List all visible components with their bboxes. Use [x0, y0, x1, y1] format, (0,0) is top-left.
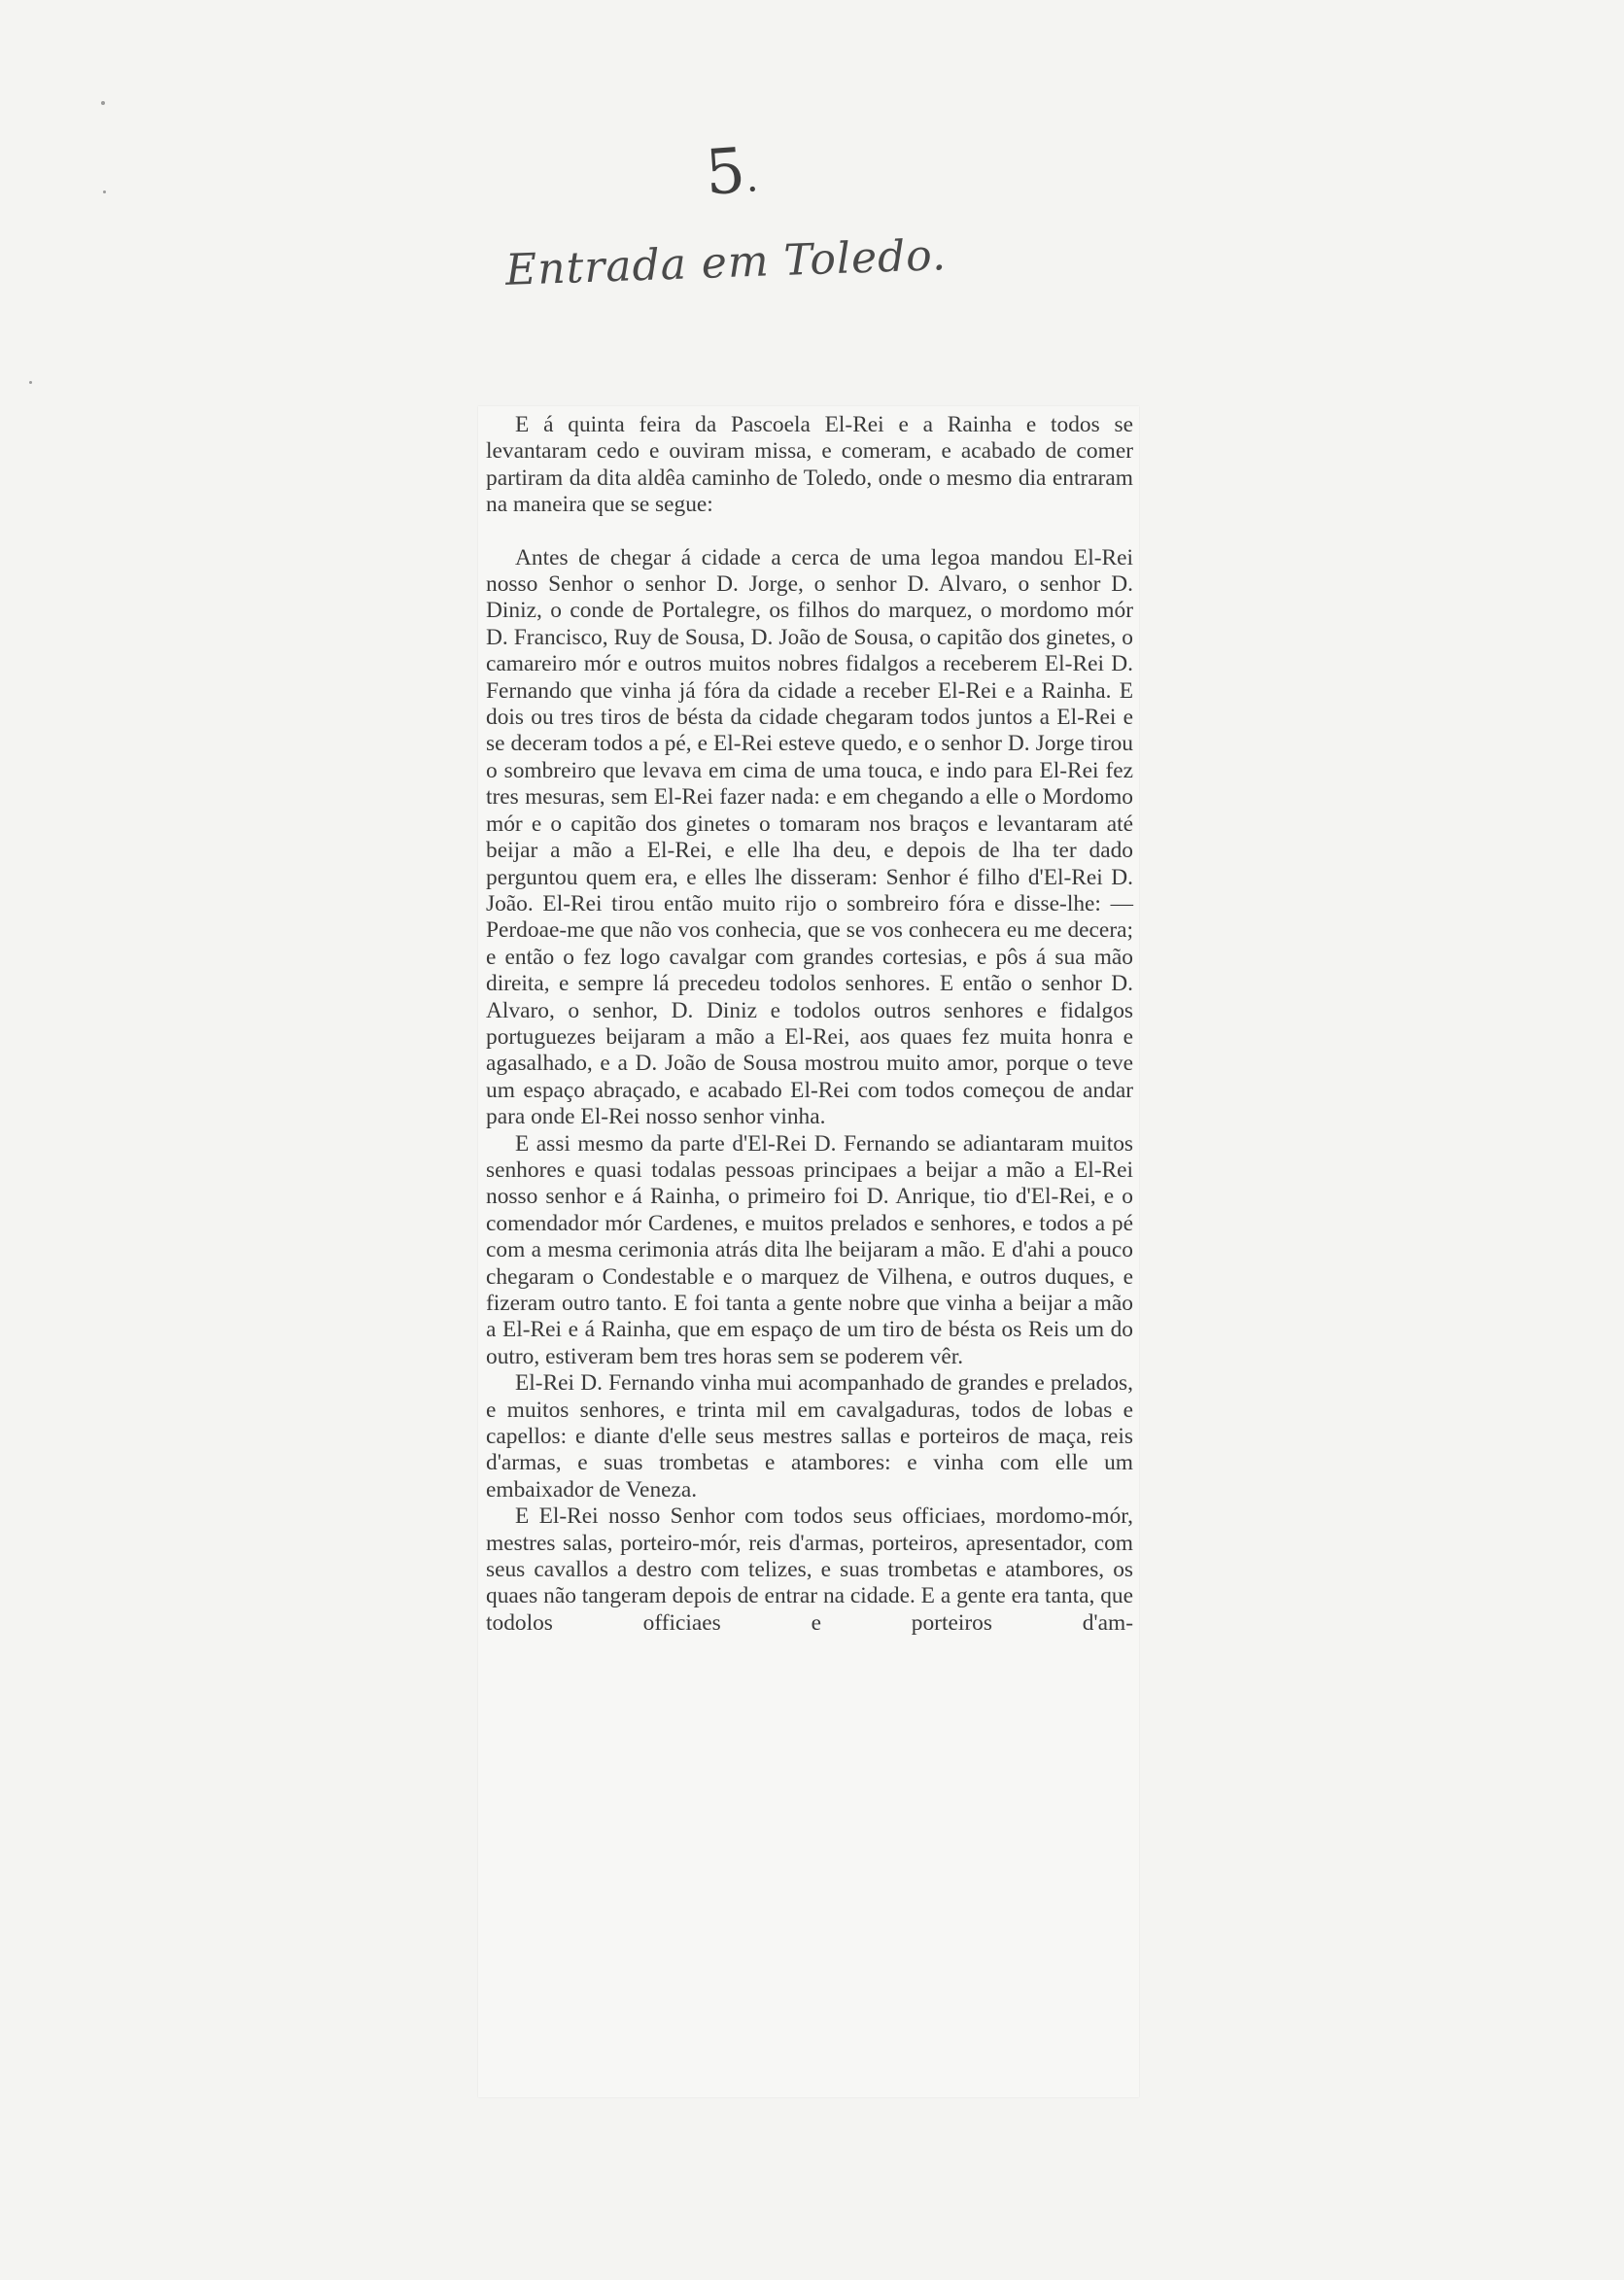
page-number-value: 5: [703, 135, 748, 210]
clipping-text: [486, 412, 1133, 1637]
dust-speck: [29, 381, 32, 384]
paragraph-reception: Antes de chegar á cidade a cerca de uma legoa mandou El-Rei nosso Senhor o senhor D. Jorge, o senhor D. Alvaro, o senhor D. Diniz, o conde de Portalegre, os filhos do marquez, o mordomo mór D. Francisco, Ruy de Sousa, D. João de Sousa, o capitão dos ginetes, o camareiro mór e outros muitos nobres fidalgos a receberem El-Rei D. Fernando que vinha já fóra da cidade a receber El-Rei e a Rainha. E dois ou tres tiros de bésta da cidade chegaram todos juntos a El-Rei e se deceram todos a pé, e El-Rei esteve quedo, e o senhor D. Jorge tirou o sombreiro que levava em cima de uma touca, e indo para El-Rei fez tres mesuras, sem El-Rei fazer nada: e em chegando a elle o Mordomo mór e o capitão dos ginetes o tomaram nos braços e levantaram até beijar a mão a El-Rei, e elle lha deu, e depois de lha ter dado perguntou quem era, e elles lhe disseram: Senhor é filho d'El-Rei D. João. El-Rei tirou então muito rijo o sombreiro fóra e disse-lhe: — Perdoae-me que não vos conhecia, que se vos conhecera eu me decera; e então o fez logo cavalgar com grandes cortesias, e pôs á sua mão direita, e sempre lá precedeu todolos senhores. E então o senhor D. Alvaro, o senhor, D. Diniz e todolos outros senhores e fidalgos portuguezes beijaram a mão a El-Rei, aos quaes fez muita honra e agasalhado, e a D. João de Sousa mostrou muito amor, porque o teve um espaço abraçado, e acabado El-Rei com todos começou de andar para onde El-Rei nosso senhor vinha.: [486, 544, 1133, 1130]
dust-speck: [101, 101, 105, 105]
page-number: [703, 134, 759, 210]
handwritten-title: Entrada em Toledo.: [504, 230, 948, 295]
paragraph-spanish-nobles: E assi mesmo da parte d'El-Rei D. Fernando se adiantaram muitos senhores e quasi todalas pessoas principaes a beijar a mão a El-Rei nosso senhor e á Rainha, o primeiro foi D. Anrique, tio d'El-Rei, e o comendador mór Cardenes, e muitos prelados e senhores, e todos a pé com a mesma cerimonia atrás dita lhe beijaram a mão. E d'ahi a pouco chegaram o Condestable e o marquez de Vilhena, e outros duques, e fizeram outro tanto. E foi tanta a gente nobre que vinha a beijar a mão a El-Rei e á Rainha, que em espaço de um tiro de bésta os Reis um do outro, estiveram bem tres horas sem se poderem vêr.: [486, 1130, 1133, 1369]
paragraph-king-retinue: E El-Rei nosso Senhor com todos seus officiaes, mordomo-mór, mestres salas, porteiro-mór, reis d'armas, porteiros, apresentador, com seus cavallos a destro com telizes, e suas trombetas e atambores, os quaes não tangeram depois de entrar na cidade. E a gente era tanta, que todolos officiaes e porteiros d'am-: [486, 1503, 1133, 1636]
paragraph-intro: E á quinta feira da Pascoela El-Rei e a Rainha e todos se levantaram cedo e ouviram missa, e comeram, e acabado de comer partiram da dita aldêa caminho de Toledo, onde o mesmo dia entraram na maneira que se segue:: [486, 412, 1133, 518]
newspaper-clipping: [478, 406, 1139, 2097]
paragraph-king-fernando: El-Rei D. Fernando vinha mui acompanhado de grandes e prelados, e muitos senhores, e trinta mil em cavalgaduras, todos de lobas e capellos: e diante d'elle seus mestres sallas e porteiros de maça, reis d'armas, e suas trombetas e atambores: e vinha com elle um embaixador de Veneza.: [486, 1370, 1133, 1503]
page-number-dot: .: [743, 155, 760, 201]
dust-speck: [103, 190, 106, 193]
